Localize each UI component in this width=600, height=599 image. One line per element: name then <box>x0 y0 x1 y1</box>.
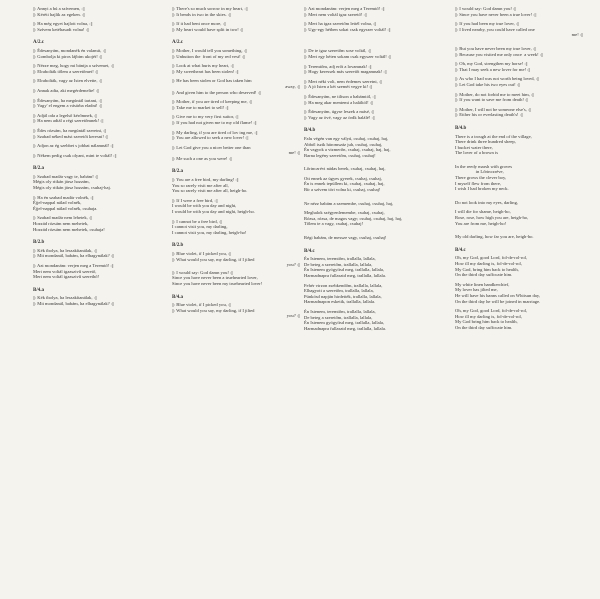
lyric-line: ||: Édesanyám, mondanék én valamit, :|| <box>33 47 106 53</box>
lyric-line: ||: And given him to the person who deserved! :|| <box>172 89 261 95</box>
lyric-line: ||: Kék ibolya, ha leszakítanálak, :|| <box>33 295 97 301</box>
lyric-line: ||: Azt mondanám: verjen meg a Teremtő! :|| <box>304 6 385 11</box>
lyric-line: How ill my darling is, fol-de-rol-rol, <box>455 313 522 319</box>
lyric-line: Harmadnapra fullasztd meg, trallalla, lallala. <box>304 273 387 278</box>
section-heading: A/2.c <box>172 40 183 46</box>
spacer <box>172 32 300 40</box>
lyric-line: ||: De te igaz szeretőm sose voltál, :|| <box>304 48 371 54</box>
lyric-line: I wish I had broken my neck. <box>455 186 509 192</box>
lyric-line: Én is ennek tepüllem ki, csuhaj, csuhaj, haj, <box>304 181 385 187</box>
lyric-line: Ne nézz babám a szemembe, csuhaj, csuhaj, haj, <box>304 200 394 206</box>
lyric-line: Mert nem voltál igazszivű szerető, <box>33 268 97 274</box>
lyric-line: ||: Adjon az ég szebbet s jobbat nálamnál! :|| <box>33 143 114 149</box>
lyric-line: ||: Elrabolták, vagy az Isten elvette, :|| <box>33 78 102 84</box>
section-heading: B/2.a <box>33 166 44 172</box>
section-heading: B/4.b <box>304 128 316 134</box>
lyric-line: ||: I lived nearby, you could have called one <box>455 26 535 32</box>
lyric-line: ||: What would you say, my darling, if I jilted <box>172 307 255 313</box>
lyric-line: On the third day suffocate him. <box>455 272 513 278</box>
lyric-line: ||: What would you say, my darling, if I jilted <box>172 256 255 262</box>
lyric-line: My white linen handkerchief, <box>455 281 510 287</box>
lyric-line: ||: It bends in two in the skies. :|| <box>172 11 231 17</box>
spacer <box>304 158 432 166</box>
lyric-line: ||: Mert ha igaz szeretőm lettél volna, :|| <box>304 21 377 27</box>
lyric-line: ||: Since you have never been a true lover! :|| <box>455 11 537 17</box>
lyric-line: Régi babám, de messze vagy, csuhaj, csuhaj! <box>304 235 387 241</box>
lyric-line: My old darling, how far you are, heigh-ho. <box>455 234 534 240</box>
section-heading: B/4.c <box>304 248 315 254</box>
lyric-line: ||: Szabad néked mást szeretőt keresni! :|| <box>33 133 109 139</box>
section-heading: B/4.a <box>33 287 44 293</box>
lyric-line: Hozzád rózsám nem mehetek, <box>33 221 89 227</box>
section-heading: A/2.c <box>33 40 44 46</box>
lyric-line: ||: But you have never been my true lover, :|| <box>455 45 537 51</box>
lyric-line: Én Istenem gyógyítsd meg, trallalla, lallala, <box>304 320 385 326</box>
lyric-line: in Lőrinczréve, <box>455 169 504 175</box>
lyric-line: ||: There's so much sorrow in my heart, :|| <box>172 6 248 11</box>
lyric-line: Do not look into my eyes, darling, <box>455 199 519 205</box>
lyric-line: ||: Mother, if you are tired of keeping me, :|| <box>172 99 252 105</box>
lyric-line: ||: I would say: God damn you! :|| <box>455 6 517 11</box>
lyric-line: There drink three hundred sheep, <box>455 139 516 145</box>
lyric-line: Én Istenem, teremtőm, trallalla, lallala, <box>304 308 376 314</box>
lyric-line: You are from me, heigh-ho! <box>455 220 507 226</box>
lyric-line: ||: Let God take his two eyes out! :|| <box>455 81 520 87</box>
lyric-line: Elhagyott a szeretőm, trallalla, lallala, <box>304 288 374 294</box>
spacer <box>172 287 300 295</box>
lyric-line: ||: Hogy keressek más szeretőt magamnak! :|| <box>304 69 387 75</box>
lyrics-column-3 <box>304 6 432 331</box>
lyric-line: ||: I cannot be a free bird, :|| <box>172 218 223 224</box>
lyric-line: ||: Ugy-egy hétben sokat csak egyszer voltál! :|| <box>304 26 391 32</box>
lyric-line: Tőlem te a vagy, csuhaj, csuhaj! <box>304 221 364 227</box>
lyric-line: ||: Édesanyám, ne tiltson a babámtól, :|| <box>304 93 376 99</box>
lyric-line: ||: Look at what hurts my heart, :|| <box>172 63 234 69</box>
lyric-line: Mert nem voltál igazszivű szerethő! <box>33 274 100 280</box>
lyric-line: ||: Szabad madár vagy te, babám! :|| <box>33 173 99 179</box>
spacer <box>172 235 300 243</box>
spacer <box>455 240 583 248</box>
lyric-line: ||: Szívem ketéhasadt volna! :|| <box>33 26 89 32</box>
lyric-line: Since you have never been a truehearted lover, <box>172 275 258 281</box>
lyric-line: Meghalok szégyenlemembe, csuhaj, csuhaj, <box>304 210 385 216</box>
lyric-line: Pünkösd napján hirdették, trallalla, lallala, <box>304 293 382 299</box>
lyric-line: ||: A jó Isten a két szemét vegye ki! :|| <box>304 84 373 90</box>
lyric-line: Rózsa, rózsa, de magos vagy; csuhaj, csuhaj, haj, haj, <box>304 215 403 221</box>
lyric-line: Hozzád rózsám nem mehetek, csuhaja! <box>33 226 105 232</box>
lyric-line: ||: Ha én szabad madár volnék, :|| <box>33 194 94 200</box>
lyric-line: Falu végén van egy vályú, csuhaj, csuhaj, haj, <box>304 135 389 141</box>
lyric-line: ||: Ha még egyet hajlott volna, :|| <box>33 21 93 27</box>
lyric-line: ||: Give me to my very first suitor, :|| <box>172 114 239 120</box>
lyric-line: I myself flew from there, <box>455 180 502 186</box>
lyric-line: ||: My darling, if you are tired of lov ing me, :|| <box>172 129 258 135</box>
lyric-line: The lover of a brown is <box>455 150 498 156</box>
lyric-line: ||: If you want to save me from death! :|| <box>455 97 529 103</box>
lyric-line: you? :|| <box>286 262 300 268</box>
section-heading: B/2.b <box>172 243 184 249</box>
lyric-line: Rose, rose, how high you are, heigh-ho, <box>455 215 529 221</box>
lyric-line: ||: Ha nem adtál a régi szeretőmnek! :|| <box>33 118 104 124</box>
lyric-line: ||: Oh, my God, strengthen my horse! :|| <box>455 61 528 67</box>
lyric-line: away, :|| <box>285 83 300 89</box>
lyric-line: ||: Mother, do not forbid me to meet him, :|| <box>455 91 535 97</box>
lyric-line: Ott ennek az ügyes gyerek, csuhaj, csuhaj, <box>304 175 382 181</box>
lyric-line: ||: My heart would have split in two! :|| <box>172 26 244 32</box>
lyric-line: ||: Vagy az övé, vagy az ördk halálé! :|| <box>304 114 375 120</box>
lyric-line: ||: Teremtőm, adj erőt a lovamnak! :|| <box>304 63 372 69</box>
lyric-line: ||: Mert néki volt, nem érdemes szeretni, :|| <box>304 78 383 84</box>
lyric-line: Éjjel-nappal nálad volnék, csuhaja. <box>33 205 98 211</box>
section-heading: B/4.b <box>455 125 467 131</box>
lyric-line: ||: Either his or everlasting death's! :|| <box>455 112 523 118</box>
lyric-line: I cannot visit you, my darling, <box>172 224 228 230</box>
lyric-line: On the third day suffocate him. <box>455 324 513 330</box>
lyric-line: ||: Me such a one as you were! :|| <box>172 155 232 161</box>
lyric-line: Én vagyok a vizmerőn, csuhaj, csuhaj, haj, haj, <box>304 147 391 153</box>
lyric-line: ||: Elrabolták tőlem a szeretőmet! :|| <box>33 68 99 74</box>
lyric-line: ||: As who I had was not worth being loved, :|| <box>455 76 539 82</box>
lyric-line: ||: Gombolja ki piros lájbim ukojét! :|| <box>33 53 103 59</box>
section-heading: B/2.a <box>172 169 183 175</box>
lyric-line: ||: Let God give you a nicer better one than <box>172 144 251 150</box>
lyric-line: De beteg a szeretőm, trallalla, lallala, <box>304 261 373 267</box>
lyric-line: ||: Azt mondanám: verjen meg a Teremtő! :|| <box>33 263 114 268</box>
spacer <box>33 280 161 288</box>
lyrics-column-4 <box>455 6 583 331</box>
lyric-line: ||: You are a free bird, my darling! :|| <box>172 177 239 183</box>
lyric-line: ||: If you had been my true lover, :|| <box>455 21 520 27</box>
lyric-line: Lőrinczrévi nádas berek, csuhaj, csuhaj, haj, <box>304 166 386 172</box>
lyric-line: Fehér virzon zsebkendőm, trallalla, lallala, <box>304 282 383 288</box>
section-heading: B/4.a <box>172 294 183 300</box>
lyric-line: ||: If I were a free bird, :|| <box>172 197 218 203</box>
spacer <box>304 241 432 249</box>
lyric-line: De beteg a szeretőm, trallalla, lallala, <box>304 314 373 320</box>
lyric-line: Én Istenem, teremtőm, trallalla, lallala, <box>304 256 376 262</box>
lyric-line: ||: Nézze meg, hogy mi bántja a szívemet, :|| <box>33 63 114 69</box>
lyric-line: ||: Vagy' el engem a vásárba eladni! :|| <box>33 103 102 109</box>
lyric-line: ||: Unbutton the front of my red vest! :|| <box>172 53 245 59</box>
lyric-line: ||: I would say: God damn you! :|| <box>172 269 234 275</box>
lyric-line: You so rarely visit me after all, heigh-ho. <box>172 188 248 194</box>
lyric-line: ||: Adjál oda a legelső kérőmnek, :|| <box>33 112 98 118</box>
lyric-line: ||: Annak adta, aki megérdemelte! :|| <box>33 87 99 93</box>
section-heading: B/4.c <box>455 247 466 253</box>
spacer <box>304 40 432 48</box>
lyric-line: There grows the clever boy, <box>455 175 507 181</box>
lyric-line: Barna legény szeretőm, csuhaj, csuhaj! <box>304 152 376 158</box>
lyric-line: ||: If it had bent once more, :|| <box>172 21 226 27</box>
spacer <box>455 38 583 46</box>
lyric-line: ||: Blue violet, if I picked you, :|| <box>172 302 232 308</box>
spacer <box>455 192 583 200</box>
lyrics-column-1 <box>33 6 161 307</box>
lyric-line: I will die for shame, heigh-ho, <box>455 209 511 215</box>
section-heading: B/2.b <box>33 240 45 246</box>
lyric-line: On the third day he will be joined in marriage. <box>455 298 541 304</box>
lyric-line: I would be with you day and night, <box>172 203 237 209</box>
lyric-line: Harmadnapra fullasztd meg, trallalla, lallala. <box>304 325 387 331</box>
lyric-line: me! :|| <box>288 150 300 156</box>
lyric-line: ||: Kérèti hajlik az egeken. :|| <box>33 11 86 17</box>
spacer <box>304 227 432 235</box>
lyric-line: How ill my darling is, fol-de-rol-rol, <box>455 261 522 266</box>
spacer <box>455 226 583 234</box>
lyric-line: Abból iszik háromszáz juh, csuhaj, csuhaj, <box>304 141 383 147</box>
lyric-line: I bucket water there, <box>455 144 493 150</box>
lyric-line: Én Istenem gyógyítsd meg, trallalla, lallala, <box>304 267 385 273</box>
spacer <box>33 32 161 40</box>
spacer <box>304 120 432 128</box>
lyric-line: ||: Mit mondanál, babám, ha elhagynálak? :|| <box>33 300 114 306</box>
lyric-line: ||: My sweetheart has been stolen! :|| <box>172 68 239 74</box>
lyric-line: ||: Mother, I will not be someone else's, :|| <box>455 106 532 112</box>
lyric-line: ||: Blue violet, if I picked you, :|| <box>172 251 232 256</box>
lyric-line: ||: Édesanyám, ha megúntál tartani, :|| <box>33 97 102 103</box>
lyric-line: Oh, my God, good Lord, fol-de-rol-rol, <box>455 308 528 314</box>
lyric-line: ||: Take me to market to sell! :|| <box>172 104 229 110</box>
lyric-line: ||: Mert nem voltál igaz szerető! :|| <box>304 11 367 17</box>
lyric-line: ||: Mother, I would tell you something, :|| <box>172 47 247 53</box>
lyric-line: ||: Szabad madár nem lehetek, :|| <box>33 215 93 221</box>
lyric-line: He will have his banns called on Whitsun day, <box>455 292 540 298</box>
lyric-line: you? :|| <box>286 313 300 319</box>
lyric-line: me! :|| <box>571 32 583 38</box>
lyric-line: There is a trough at the end of the village, <box>455 133 532 139</box>
lyric-line: ||: Nékem pedig csak olyant, mint te voltál! :|| <box>33 152 117 158</box>
lyric-line: Mégis oly ritkán jársz hozzám, <box>33 179 90 185</box>
spacer <box>455 118 583 126</box>
lyrics-column-2 <box>172 6 300 319</box>
lyric-line: ||: Édesanyám, úgyse leszek a másé, :|| <box>304 109 375 115</box>
lyric-line: ||: He has been stolen or God has taken him <box>172 78 252 84</box>
lyric-line: I cannot visit you, my darling, heigh-ho! <box>172 229 247 235</box>
lyric-line: In the reedy marsh with groves <box>455 163 513 169</box>
spacer <box>304 193 432 201</box>
lyric-line: ||: You are allowed to seek a new lover! :|| <box>172 135 249 141</box>
lyric-line: I would be with you day and night, heigh-ho. <box>172 209 255 215</box>
lyric-line: My God bring him back to health, <box>455 319 518 325</box>
lyric-line: Harmadnapon esketik, trallalla, lallala. <box>304 299 376 305</box>
lyric-line: ||: Mit mondanál, babám, ha elhagynálak? :|| <box>33 253 114 259</box>
lyric-line: ||: Ha meg akar mentemi a haláltól! :|| <box>304 99 373 105</box>
lyric-line: ||: Meri egy héten sokam csak egyszer voltál! :|| <box>304 53 392 59</box>
lyric-line: You so rarely visit me after all, <box>172 182 229 188</box>
lyric-line: Mégis oly ritkán jársz hozzám, csuhaj-haj. <box>33 185 111 191</box>
lyric-line: My lover has jilted me, <box>455 287 498 293</box>
lyric-line: ||: Édes rózsám, ha megúntál szeretni, :|| <box>33 127 107 133</box>
spacer <box>172 161 300 169</box>
lyric-line: ||: Because you visited me only once a week! :|| <box>455 51 543 57</box>
lyric-line: My God, bring him back to health, <box>455 266 519 272</box>
spacer <box>33 158 161 166</box>
lyric-line: ||: Kék ibolya, ha leszakítanálak, :|| <box>33 247 97 253</box>
lyric-line: Since you have never been my truehearted lover! <box>172 280 263 286</box>
spacer <box>455 156 583 164</box>
spacer <box>304 32 432 40</box>
spacer <box>33 232 161 240</box>
lyric-line: Bír a szívem töri volna ki, csuhaj, csuhaj! <box>304 187 381 193</box>
lyric-line: Oh, my God, good Lord, fol-de-rol-rol, <box>455 255 528 261</box>
lyric-line: ||: That I may seek a new lover for me! :|| <box>455 66 531 72</box>
lyric-line: Éjjel-nappal nálad volnék, <box>33 200 82 206</box>
lyric-line: ||: Annyi a bú a szívemen, :|| <box>33 6 85 11</box>
lyric-line: ||: If you had not given me to my old flame! :|| <box>172 119 257 125</box>
